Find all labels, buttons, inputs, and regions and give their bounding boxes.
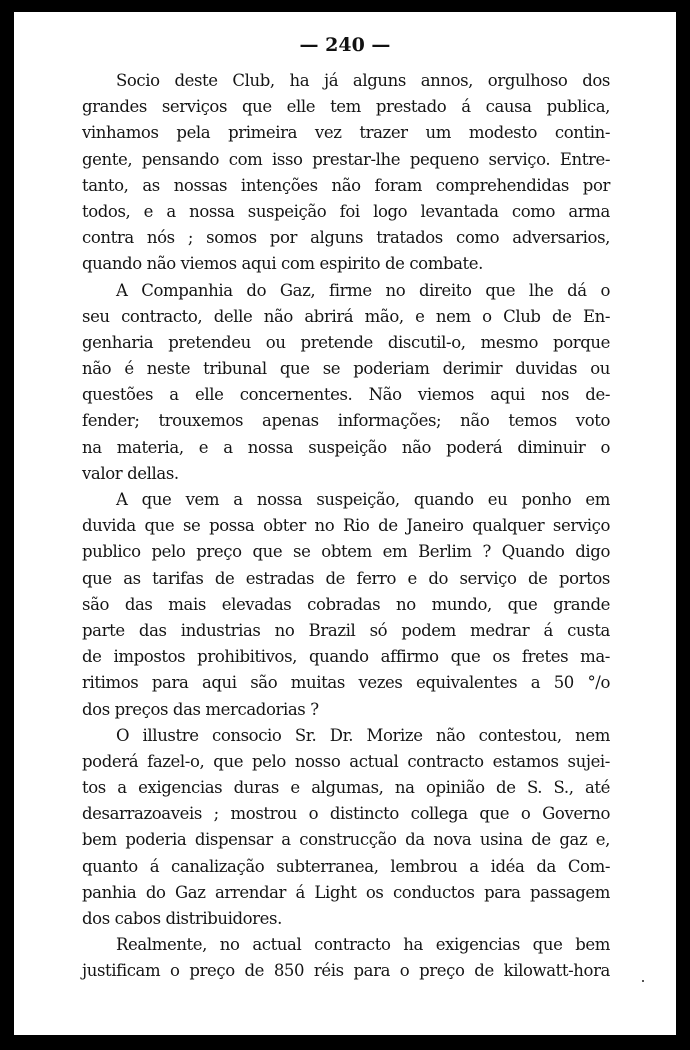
text-line: são das mais elevadas cobradas no mundo, que grande (82, 594, 610, 614)
text-line: contra nós ; somos por alguns tratados como adversarios, (82, 228, 610, 248)
text-line: dos preços das mercadorias ? (82, 699, 319, 719)
text-line: seu contracto, delle não abrirá mão, e nem o Club de En- (82, 306, 610, 326)
text-line: tos a exigencias duras e algumas, na opinião de S. S., até (82, 778, 610, 798)
text-line: parte das industrias no Brazil só podem medrar á custa (82, 620, 610, 640)
paragraph-5 (82, 932, 610, 984)
text-line: não é neste tribunal que se poderiam derimir duvidas ou (82, 359, 610, 379)
paragraph-4 (82, 723, 610, 933)
text-line: A que vem a nossa suspeição, quando eu ponho em (116, 490, 610, 509)
text-line: dos cabos distribuidores. (82, 909, 282, 928)
text-line: ritimos para aqui são muitas vezes equivalentes a 50 °/o (82, 673, 610, 693)
text-line: O illustre consocio Sr. Dr. Morize não contestou, nem (116, 725, 610, 745)
text-line: todos, e a nossa suspeição foi logo levantada como arma (82, 201, 610, 221)
text-line: Realmente, no actual contracto ha exigencias que bem (116, 935, 610, 955)
text-line: tanto, as nossas intenções não foram comprehendidas por (82, 175, 610, 195)
text-line: publico pelo preço que se obtem em Berlim ? Quando digo (82, 542, 610, 562)
text-line: genharia pretendeu ou pretende discutil-o, mesmo porque (82, 332, 610, 352)
text-line: desarrazoaveis ; mostrou o distincto collega que o Governo (82, 804, 610, 824)
text-line: bem poderia dispensar a construcção da nova usina de gaz e, (82, 830, 610, 850)
text-line: A Companhia do Gaz, firme no direito que lhe dá o (116, 280, 610, 300)
text-line: que as tarifas de estradas de ferro e do serviço de portos (82, 568, 610, 588)
text-line: na materia, e a nossa suspeição não poderá diminuir o (82, 437, 610, 457)
text-line: quando não viemos aqui com espirito de combate. (82, 254, 483, 274)
text-line: questões a elle concernentes. Não viemos aqui nos de- (82, 385, 610, 405)
body-text (82, 68, 610, 985)
text-line: grandes serviços que elle tem prestado á causa publica, (82, 97, 610, 117)
text-line: de impostos prohibitivos, quando affirmo que os fretes ma- (82, 647, 610, 667)
text-line: Socio deste Club, ha já alguns annos, orgulhoso dos (116, 71, 610, 90)
text-line: poderá fazel-o, que pelo nosso actual contracto estamos sujei- (82, 751, 610, 771)
text-line: quanto á canalização subterranea, lembrou a idéa da Com- (82, 856, 610, 876)
text-line: duvida que se possa obter no Rio de Janeiro qualquer serviço (82, 516, 610, 536)
text-line: vinhamos pela primeira vez trazer um modesto contin- (82, 123, 610, 143)
text-line: justificam o preço de 850 réis para o preço de kilowatt-hora (82, 961, 610, 981)
paragraph-3 (82, 487, 610, 723)
book-page (14, 12, 676, 1035)
text-line: gente, pensando com isso prestar-lhe pequeno serviço. Entre- (82, 149, 610, 169)
paragraph-1 (82, 68, 610, 278)
text-line: valor dellas. (82, 463, 179, 483)
page-number: — 240 — (299, 34, 391, 56)
paragraph-2 (82, 278, 610, 488)
text-line: panhia do Gaz arrendar á Light os conductos para passagem (82, 882, 610, 902)
text-line: fender; trouxemos apenas informações; não temos voto (82, 411, 610, 431)
print-speck (642, 980, 644, 982)
